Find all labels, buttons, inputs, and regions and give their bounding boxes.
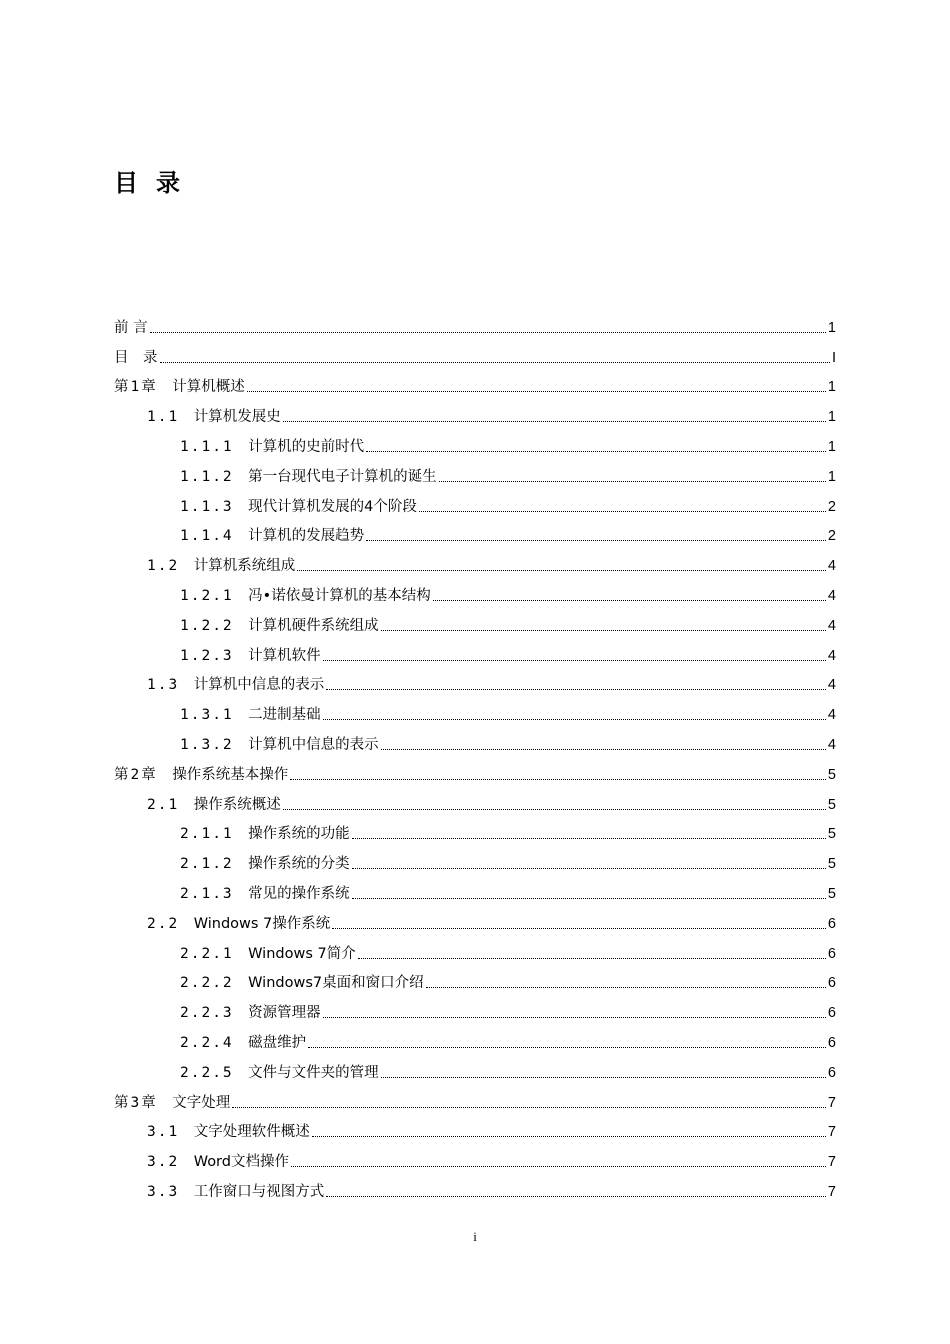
toc-entry-label (180, 825, 350, 843)
toc-entry-page: 1 (827, 319, 836, 336)
toc-entry-page: 4 (827, 617, 836, 634)
toc-entry-number: 1.3 (147, 677, 180, 694)
toc-entry-title: 冯•诺依曼计算机的基本结构 (248, 587, 431, 604)
toc-entry[interactable] (114, 456, 836, 486)
toc-entry-number: 第1章 (114, 379, 158, 396)
toc-entry[interactable] (114, 1141, 836, 1171)
toc-entry-title: 资源管理器 (248, 1005, 321, 1022)
dot-leader (323, 718, 826, 720)
toc-entry-label (114, 378, 245, 396)
toc-entry-number: 2.1 (147, 796, 180, 813)
toc-entry-page: 4 (827, 587, 836, 604)
dot-leader (366, 450, 826, 452)
toc-entry[interactable] (114, 903, 836, 933)
toc-entry-number: 2.2.2 (180, 975, 234, 992)
toc-entry-page: 6 (827, 1064, 836, 1081)
toc-entry-label (180, 974, 424, 992)
toc-entry-page: 1 (827, 409, 836, 426)
toc-entry[interactable] (114, 694, 836, 724)
dot-leader (297, 569, 826, 571)
toc-entry-number: 2.2.4 (180, 1034, 234, 1051)
toc-entry-page: 4 (827, 677, 836, 694)
toc-entry-title: 第一台现代电子计算机的诞生 (248, 468, 437, 485)
toc-entry-label (180, 438, 364, 456)
toc-entry-page: 5 (827, 796, 836, 813)
table-of-contents (114, 307, 836, 1201)
toc-entry-label (180, 736, 379, 754)
toc-entry[interactable] (114, 754, 836, 784)
toc-entry-page: 5 (827, 766, 836, 783)
toc-entry-page: 1 (827, 438, 836, 455)
toc-entry-title: 磁盘维护 (248, 1034, 307, 1051)
page-number-footer: i (473, 1229, 477, 1244)
toc-entry-number: 第3章 (114, 1094, 158, 1111)
toc-entry-title: 文字处理 (172, 1094, 231, 1111)
toc-entry-title: 常见的操作系统 (248, 885, 350, 902)
dot-leader (323, 659, 826, 661)
toc-entry-title: Windows7桌面和窗口介绍 (248, 975, 424, 992)
toc-entry-number: 1.2.2 (180, 617, 234, 634)
toc-entry-page: 7 (827, 1094, 836, 1111)
toc-entry-label (180, 527, 364, 545)
dot-leader (332, 927, 826, 929)
toc-entry-label (180, 498, 417, 516)
toc-entry-title: 二进制基础 (248, 707, 321, 724)
dot-leader (232, 1106, 826, 1108)
toc-entry-page: 7 (827, 1154, 836, 1171)
toc-entry[interactable] (114, 486, 836, 516)
toc-entry[interactable] (114, 1082, 836, 1112)
toc-entry-number: 3.1 (147, 1124, 180, 1141)
page-title: 目录 (114, 169, 198, 197)
toc-entry[interactable] (114, 575, 836, 605)
toc-entry-label (180, 468, 437, 486)
toc-entry-number: 1.3.2 (180, 736, 234, 753)
toc-entry-page: 4 (827, 707, 836, 724)
toc-entry-page: 6 (827, 975, 836, 992)
toc-entry-title: 操作系统的分类 (248, 856, 350, 873)
toc-entry-number: 1.1.3 (180, 498, 234, 515)
toc-entry-title: 操作系统的功能 (248, 826, 350, 843)
dot-leader (326, 688, 826, 690)
dot-leader (352, 867, 826, 869)
toc-entry[interactable] (114, 605, 836, 635)
toc-entry-page: 5 (827, 885, 836, 902)
toc-entry[interactable] (114, 545, 836, 575)
toc-entry-page: 6 (827, 915, 836, 932)
dot-leader (419, 510, 826, 512)
toc-entry-page: 7 (827, 1124, 836, 1141)
toc-entry-number: 2.1.1 (180, 826, 234, 843)
toc-entry[interactable] (114, 665, 836, 695)
toc-entry-number: 2.1.2 (180, 856, 234, 873)
toc-entry-title: 文件与文件夹的管理 (248, 1064, 379, 1081)
dot-leader (366, 539, 826, 541)
toc-entry[interactable] (114, 307, 836, 337)
toc-entry-number: 2.2.1 (180, 945, 234, 962)
dot-leader (426, 986, 826, 988)
dot-leader (352, 837, 826, 839)
toc-entry-label (180, 945, 356, 963)
toc-entry[interactable] (114, 516, 836, 546)
toc-entry[interactable] (114, 1112, 836, 1142)
dot-leader (352, 897, 826, 899)
toc-entry-label (114, 766, 288, 784)
toc-entry[interactable] (114, 396, 836, 426)
toc-entry-page: I (831, 349, 836, 366)
toc-entry-number: 2.2.3 (180, 1005, 234, 1022)
dot-leader (323, 1016, 826, 1018)
toc-entry-title: 计算机中信息的表示 (193, 677, 325, 694)
toc-entry-label (147, 1183, 324, 1201)
toc-entry-label (114, 349, 158, 367)
toc-entry-title: 计算机软件 (248, 647, 321, 664)
dot-leader (358, 957, 826, 959)
toc-entry-title: 计算机的史前时代 (248, 438, 365, 455)
toc-entry-page: 5 (827, 856, 836, 873)
toc-entry-label (147, 557, 295, 575)
toc-entry-number: 2.1.3 (180, 885, 234, 902)
toc-entry-label (180, 885, 350, 903)
dot-leader (312, 1135, 826, 1137)
toc-entry-title: 计算机概述 (172, 379, 245, 396)
toc-entry[interactable] (114, 1171, 836, 1201)
toc-entry[interactable] (114, 873, 836, 903)
dot-leader (291, 1165, 826, 1167)
toc-entry-number: 1.2.3 (180, 647, 234, 664)
toc-entry-number: 1.3.1 (180, 707, 234, 724)
toc-entry-page: 2 (827, 498, 836, 515)
toc-entry[interactable] (114, 337, 836, 367)
toc-entry-number: 1.2 (147, 558, 180, 575)
dot-leader (381, 629, 826, 631)
dot-leader (381, 1076, 826, 1078)
toc-entry-title: 前 言 (114, 319, 148, 336)
dot-leader (160, 361, 830, 363)
toc-entry[interactable] (114, 843, 836, 873)
toc-entry-title: 现代计算机发展的4个阶段 (248, 498, 417, 515)
toc-entry-number: 1.2.1 (180, 587, 234, 604)
toc-entry-page: 5 (827, 826, 836, 843)
dot-leader (283, 808, 826, 810)
dot-leader (433, 599, 826, 601)
toc-entry-title: 操作系统概述 (193, 796, 281, 813)
toc-entry-label (180, 647, 321, 665)
toc-entry-title: Windows 7简介 (248, 945, 356, 962)
dot-leader (290, 778, 826, 780)
toc-entry-label (180, 587, 431, 605)
toc-entry-label (114, 1094, 230, 1112)
toc-entry-number: 1.1.4 (180, 528, 234, 545)
toc-entry-title: 计算机硬件系统组成 (248, 617, 379, 634)
toc-entry[interactable] (114, 963, 836, 993)
toc-entry-label (147, 796, 281, 814)
toc-entry-label (147, 1153, 289, 1171)
toc-entry-title: 计算机中信息的表示 (248, 736, 379, 753)
toc-entry-label (114, 319, 148, 337)
toc-entry-title: 计算机发展史 (193, 409, 281, 426)
toc-entry-number: 3.2 (147, 1154, 180, 1171)
toc-entry-page: 2 (827, 528, 836, 545)
toc-entry[interactable] (114, 992, 836, 1022)
toc-entry-page: 1 (827, 379, 836, 396)
dot-leader (247, 390, 826, 392)
toc-entry-title: 目 录 (114, 349, 158, 366)
toc-entry-page: 6 (827, 945, 836, 962)
dot-leader (326, 1195, 826, 1197)
toc-entry-title: Windows 7操作系统 (193, 915, 331, 932)
toc-entry-label (180, 1004, 321, 1022)
toc-entry-page: 6 (827, 1005, 836, 1022)
toc-entry-label (180, 706, 321, 724)
toc-entry[interactable] (114, 367, 836, 397)
toc-entry-page: 1 (827, 468, 836, 485)
toc-entry[interactable] (114, 1052, 836, 1082)
toc-entry-page: 4 (827, 736, 836, 753)
toc-entry-page: 4 (827, 647, 836, 664)
toc-entry-label (180, 617, 379, 635)
toc-entry[interactable] (114, 635, 836, 665)
dot-leader (283, 420, 826, 422)
toc-entry-title: 计算机系统组成 (193, 558, 296, 575)
toc-entry[interactable] (114, 814, 836, 844)
dot-leader (308, 1046, 826, 1048)
toc-entry-number: 3.3 (147, 1183, 180, 1200)
toc-entry-number: 1.1.2 (180, 468, 234, 485)
toc-entry[interactable] (114, 1022, 836, 1052)
toc-entry-title: 操作系统基本操作 (172, 766, 289, 783)
toc-entry-number: 2.2 (147, 915, 180, 932)
toc-entry-title: 工作窗口与视图方式 (193, 1183, 325, 1200)
toc-entry-label (180, 1034, 306, 1052)
toc-entry-page: 7 (827, 1183, 836, 1200)
toc-entry-page: 6 (827, 1034, 836, 1051)
toc-entry-page: 4 (827, 558, 836, 575)
toc-entry-label (147, 408, 281, 426)
toc-entry[interactable] (114, 784, 836, 814)
toc-entry-label (147, 915, 330, 933)
toc-entry-number: 1.1.1 (180, 438, 234, 455)
toc-entry[interactable] (114, 426, 836, 456)
toc-entry-title: 计算机的发展趋势 (248, 528, 365, 545)
dot-leader (439, 480, 826, 482)
toc-entry-number: 第2章 (114, 766, 158, 783)
toc-entry-title: Word文档操作 (193, 1154, 289, 1171)
toc-entry[interactable] (114, 933, 836, 963)
toc-entry-number: 2.2.5 (180, 1064, 234, 1081)
dot-leader (381, 748, 826, 750)
toc-entry[interactable] (114, 724, 836, 754)
dot-leader (150, 331, 826, 333)
toc-entry-label (180, 1064, 379, 1082)
toc-entry-number: 1.1 (147, 409, 180, 426)
toc-entry-label (147, 676, 324, 694)
toc-entry-label (180, 855, 350, 873)
toc-entry-title: 文字处理软件概述 (193, 1124, 310, 1141)
toc-entry-label (147, 1123, 310, 1141)
